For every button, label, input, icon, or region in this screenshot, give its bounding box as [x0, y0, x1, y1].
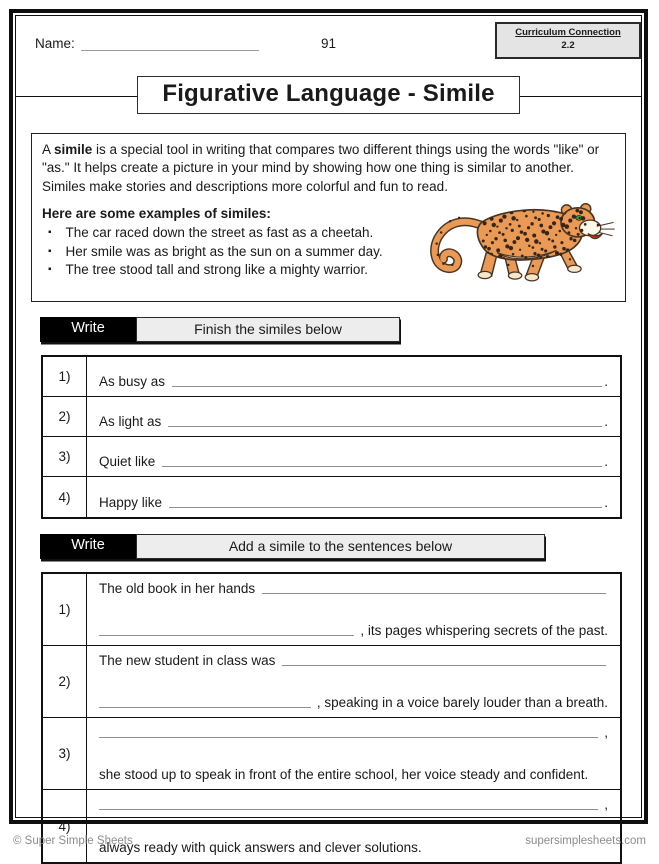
copyright-text: © Super Simple Sheets	[13, 835, 133, 847]
row-number: 3)	[43, 437, 87, 476]
footer	[13, 835, 646, 847]
answer-blank	[172, 373, 602, 387]
finish-similes-table	[41, 355, 622, 519]
curriculum-value: 2.2	[561, 39, 575, 51]
answer-blank	[262, 580, 606, 594]
sentence-end: always ready with quick answers and clever solutions.	[99, 840, 422, 856]
section2-header	[40, 534, 545, 559]
add-simile-table	[41, 572, 622, 864]
sentence-end: , its pages whispering secrets of the past.	[360, 623, 608, 639]
examples-list	[42, 224, 417, 279]
answer-blank	[99, 622, 354, 636]
write-tab: Write	[40, 534, 136, 559]
prompt-text: Quiet like	[99, 454, 156, 470]
row-number: 3)	[43, 718, 87, 789]
title-row	[31, 76, 626, 116]
prompt-punctuation: .	[604, 374, 608, 390]
answer-blank	[99, 694, 311, 708]
page-number: 91	[320, 36, 337, 51]
answer-blank	[99, 724, 598, 738]
sentence-end: , speaking in a voice barely louder than a breath.	[316, 695, 608, 711]
write-tab: Write	[40, 317, 136, 342]
answer-blank	[99, 796, 598, 810]
prompt-text: Happy like	[99, 495, 163, 511]
definition-keyword: simile	[54, 142, 93, 157]
intro-box	[31, 133, 626, 302]
page-title: Figurative Language - Simile	[137, 76, 519, 114]
table-row	[43, 397, 620, 437]
table-row	[43, 718, 620, 790]
curriculum-label: Curriculum Connection	[515, 27, 621, 38]
row-number: 1)	[43, 574, 87, 645]
row-number: 2)	[43, 646, 87, 717]
row-number: 2)	[43, 397, 87, 436]
example-text: ▪ The car raced down the street as fast as a cheetah.	[65, 225, 374, 241]
sentence-start: The new student in class was	[99, 653, 276, 669]
row-number: 4)	[43, 477, 87, 517]
curriculum-connection-badge	[495, 22, 641, 59]
sentence-end: she stood up to speak in front of the entire school, her voice steady and confident.	[99, 767, 589, 783]
prompt-punctuation: .	[604, 495, 608, 511]
section1-header	[40, 317, 400, 342]
table-row	[43, 477, 620, 517]
name-label: Name:	[35, 36, 75, 51]
example-text: ▪ The tree stood tall and strong like a mighty warrior.	[65, 262, 368, 278]
table-row	[43, 574, 620, 646]
examples-block	[42, 205, 417, 296]
table-row	[43, 357, 620, 397]
prompt-text: As busy as	[99, 374, 166, 390]
simile-definition	[42, 141, 615, 196]
header	[31, 27, 626, 62]
name-blank-line	[81, 36, 259, 51]
cheetah-illustration	[421, 201, 617, 298]
website-text: supersimplesheets.com	[525, 835, 646, 847]
prompt-punctuation: .	[604, 454, 608, 470]
example-text: ▪ Her smile was as bright as the sun on a summer day.	[65, 243, 383, 259]
definition-rest: is a special tool in writing that compares two different things using the words "like" or "as." It helps create a picture in your mind by showing how one thing is similar to another. Similes make stories and descriptions more colorful and fun to read.	[42, 142, 600, 194]
answer-blank	[162, 453, 602, 467]
table-row	[43, 790, 620, 862]
example-item	[42, 224, 417, 242]
section2-instruction: Add a simile to the sentences below	[136, 534, 545, 559]
prompt-punctuation: .	[604, 414, 608, 430]
section1-instruction: Finish the similes below	[136, 317, 400, 342]
table-row	[43, 437, 620, 477]
answer-blank	[169, 494, 602, 508]
sentence-punctuation: ,	[604, 725, 608, 741]
example-item	[42, 261, 417, 279]
answer-blank	[168, 413, 602, 427]
table-row	[43, 646, 620, 718]
example-item	[42, 243, 417, 261]
examples-heading: Here are some examples of similes:	[42, 206, 271, 222]
prompt-text: As light as	[99, 414, 162, 430]
sentence-punctuation: ,	[604, 797, 608, 813]
name-field	[35, 36, 259, 51]
row-number: 1)	[43, 357, 87, 396]
definition-pre: A	[42, 142, 55, 157]
sentence-start: The old book in her hands	[99, 581, 256, 597]
row-number: 4)	[43, 790, 87, 862]
answer-blank	[282, 652, 606, 666]
